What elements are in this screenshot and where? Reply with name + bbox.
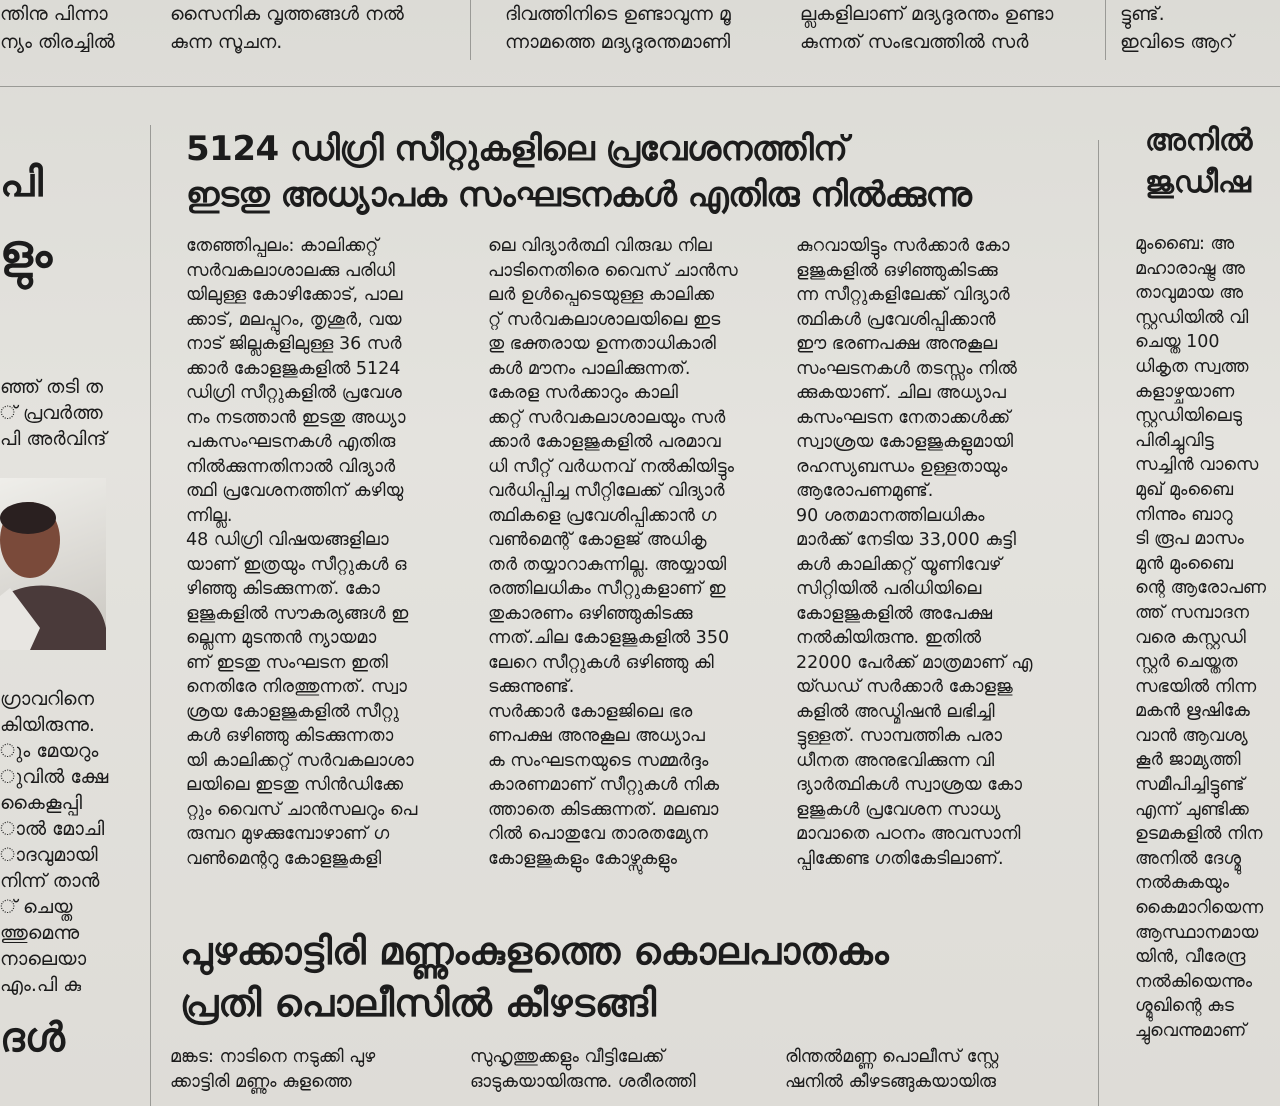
person-photo: [0, 478, 106, 650]
left-text-line: കിയിരുന്നു.: [0, 714, 95, 736]
top-strip-col-3: ദിവത്തിനിടെ ഉണ്ടാവുന്ന മൂ ന്നാമത്തെ മദ്യദുരന്തമാണി: [505, 3, 731, 53]
main-headline-line-1: 5124 ഡിഗ്രി സീറ്റുകളിലെ പ്രവേശനത്തിന്: [186, 129, 848, 169]
left-text-line: ് ചെയ്ത: [0, 896, 73, 918]
column-divider: [1105, 0, 1106, 60]
left-text-line: എം.പി കു: [0, 974, 82, 996]
left-text-line: ും മേയറും: [0, 740, 99, 762]
left-headline-fragment: ദൾ: [0, 1015, 65, 1061]
second-article-column-2: സുഹൃത്തുക്കളും വീട്ടിലേക്ക് ഓടുകയായിരുന്നു. ശരീരത്തി: [470, 1047, 696, 1092]
second-article-column-3: രിന്തൽമണ്ണ പൊലീസ് സ്റ്റേ ഷനിൽ കീഴടങ്ങുകയായിരു: [785, 1047, 999, 1092]
left-text-line: ാൽ മോചി: [0, 818, 105, 840]
second-headline-line-1: പുഴക്കാട്ടിരി മണ്ണുംകുളത്തെ കൊലപാതകം: [180, 929, 889, 973]
left-headline-fragment: ളും: [0, 224, 53, 278]
column-divider: [470, 0, 471, 60]
second-article-column-1: മങ്കട: നാടിനെ നടുക്കി പുഴ ക്കാട്ടിരി മണ്ണും കുളത്തെ: [170, 1047, 376, 1092]
previous-stories-strip: [0, 0, 1280, 86]
left-text-line: ാദവുമായി: [0, 844, 98, 866]
left-text-line: ഗ്രാവറിനെ: [0, 688, 95, 710]
portrait-illustration: [0, 478, 106, 650]
top-strip-col-5: ട്ടുണ്ട്. ഇവിടെ ആറ്: [1120, 3, 1234, 53]
main-headline-line-2: ഇടതു അധ്യാപക സംഘടനകൾ എതിരു നിൽക്കുന്നു: [186, 175, 972, 215]
main-article-column-2: ലെ വിദ്യാർത്ഥി വിരുദ്ധ നില പാടിനെതിരെ വൈസ് ചാൻസ ലർ ഉൾപ്പെടെയുള്ള കാലിക്ക റ്റ് സർവകലാശാലയിലെ ഇട തു ഭക്തരായ ഉന്നതാധികാരി കൾ മൗനം പാലിക്കുന്നത്. കേരള സർക്കാറും കാലി ക്കറ്റ് സർവകലാശാലയും സർ ക്കാർ കോളജുകളിൽ പരമാവ ധി സീറ്റ് വർധനവ് നൽകിയിട്ടും വർധിപ്പിച്ച സീറ്റിലേക്ക് വിദ്യാർ ത്ഥികളെ പ്രവേശിപ്പിക്കാൻ ഗ വൺമെന്റ് കോളജ് അധികൃ തർ തയ്യാറാകുന്നില്ല. അയ്യായി രത്തിലധികം സീറ്റുകളാണ് ഇ തുകാരണം ഒഴിഞ്ഞുകിടക്കു ന്നത്.ചില കോളജുകളിൽ 350 ലേറെ സീറ്റുകൾ ഒഴിഞ്ഞു കി ടക്കുന്നുണ്ട്. സർക്കാർ കോളജിലെ ഭര ണപക്ഷ അനുകൂല അധ്യാപ ക സംഘടനയുടെ സമ്മർദ്ദം കാരണമാണ് സീറ്റുകൾ നിക ത്താതെ കിടക്കുന്നത്. മലബാ റിൽ പൊതുവേ താരതമ്യേന കോളജുകളും കോഴ്സുകളും: [488, 236, 738, 869]
right-headline: അനിൽ ജുഡീഷ: [1145, 123, 1253, 200]
column-divider: [150, 125, 151, 1106]
right-story-column: [1105, 120, 1280, 1106]
left-story-column: [0, 120, 145, 1106]
left-text-line: ുവിൽ ക്ഷേ: [0, 766, 109, 788]
top-strip-col-1: ന്തിനു പിന്നാ ന്യം തിരച്ചിൽ: [0, 3, 115, 53]
main-article-column-1: തേഞ്ഞിപ്പലം: കാലിക്കറ്റ് സർവകലാശാലക്കു പരിധി യിലുള്ള കോഴിക്കോട്, പാല ക്കാട്, മലപ്പുറം, തൃശൂർ, വയ നാട് ജില്ലകളിലുള്ള 36 സർ ക്കാർ കോളജുകളിൽ 5124 ഡിഗ്രി സീറ്റുകളിൽ പ്രവേശ നം നടത്താൻ ഇടതു അധ്യാ പകസംഘടനകൾ എതിരു നിൽക്കുന്നതിനാൽ വിദ്യാർ ത്ഥി പ്രവേശനത്തിന് കഴിയു ന്നില്ല. 48 ഡിഗ്രി വിഷയങ്ങളിലാ യാണ് ഇത്രയും സീറ്റുകൾ ഒ ഴിഞ്ഞു കിടക്കുന്നത്. കോ ളജുകളിൽ സൗകര്യങ്ങൾ ഇ ല്ലെന്ന മുടന്തൻ ന്യായമാ ണ് ഇടതു സംഘടന ഇതി നെതിരേ നിരത്തുന്നത്. സ്വാ ശ്രയ കോളജുകളിൽ സീറ്റു കൾ ഒഴിഞ്ഞു കിടക്കുന്നതാ യി കാലിക്കറ്റ് സർവകലാശാ ലയിലെ ഇടതു സിൻഡിക്കേ റ്റും വൈസ് ചാൻസലറും പെ രുമ്പറ മുഴക്കുമ്പോഴാണ് ഗ വൺമെന്ററു കോളജുകളി: [186, 236, 418, 869]
right-article-body: മുംബൈ: അ മഹാരാഷ്ട്ര അ താവുമായ അ സ്റ്റഡിയിൽ വി ചെയ്ത 100 ‍ ധികൃത സ്വത്ത കളാഴ്ചയാണ സ്റ്റഡിയിലെടു പിരിച്ചുവിട്ട സച്ചിൻ വാസെ മുഖ് മുംബൈ നിന്നും ബാറു ടി രൂപ മാസം മുൻ മുംബൈ ന്റെ ആരോപണ ത്ത് സമ്പാദന വരെ കസ്റ്റഡി സ്റ്റർ ചെയ്തത സഭയിൽ നിന്ന മകൻ ഋഷികേ വാൻ ആവശ്യ കൂർ ജാമ്യത്തി സമീപിച്ചിട്ടുണ്ട് എന്ന് ചുണ്ടിക്ക ഉടമകളിൽ നിന അനിൽ ദേശ്മു നൽകുകയും ‍ കൈമാറിയെന്ന ആസ്ഥാനമായ യിൻ, വീരേന്ദ്ര ‍ നൽകിയെന്നും ശ്മുഖിന്റെ കുട ച്ചുവെന്നുമാണ്: [1135, 234, 1267, 1041]
left-text-line: പി അർവിന്ദ്: [0, 428, 107, 450]
top-strip-col-4: ല്ലകളിലാണ് മദ്യദുരന്തം ഉണ്ടാ കുന്നത് സംഭവത്തിൽ സർ: [800, 3, 1054, 53]
left-text-line: നാലെയാ: [0, 948, 87, 970]
main-article-column-3: കുറവായിട്ടും സർക്കാർ കോ ളജുകളിൽ ഒഴിഞ്ഞുകിടക്കു ന്ന സീറ്റുകളിലേക്ക് വിദ്യാർ ത്ഥികൾ പ്രവേശിപ്പിക്കാൻ ഈ ഭരണപക്ഷ അനുകൂല സംഘടനകൾ തടസ്സം നിൽ ക്കുകയാണ്. ചില അധ്യാപ കസംഘടന നേതാക്കൾക്ക് സ്വാശ്രയ കോളജുകളുമായി രഹസ്യബന്ധം ഉള്ളതായും ആരോപണമുണ്ട്. 90 ശതമാനത്തിലധികം മാർക്ക് നേടിയ 33,000 കുട്ടി കൾ കാലിക്കറ്റ് യൂണിവേഴ് സിറ്റിയിൽ പരിധിയിലെ കോളജുകളിൽ അപേക്ഷ നൽകിയിരുന്നു. ഇതിൽ 22000 പേർക്ക് മാത്രമാണ് എ യ്ഡഡ് സർക്കാർ കോളജു കളിൽ അഡ്മിഷൻ ലഭിച്ചി ട്ടുള്ളത്. സാമ്പത്തിക പരാ ധീനത അനുഭവിക്കുന്ന വി ദ്യാർത്ഥികൾ സ്വാശ്രയ കോ ളജുകൾ പ്രവേശന സാധ്യ മാവാതെ പഠനം അവസാനി പ്പിക്കേണ്ട ഗതികേടിലാണ്.: [796, 236, 1033, 869]
left-text-line: ത്തുമെന്നു: [0, 922, 80, 944]
main-article: [180, 120, 1070, 1106]
left-text-line: നിന്ന് താൻ: [0, 870, 100, 892]
left-text-line: ് പ്രവർത്ത: [0, 402, 103, 424]
main-article-body: [186, 234, 1066, 869]
column-divider: [1098, 140, 1099, 1106]
section-divider: [0, 86, 1280, 87]
top-strip-col-2: സൈനിക വൃത്തങ്ങൾ നൽ കുന്ന സൂചന.: [170, 3, 404, 53]
left-text-line: കൈകൂപ്പി: [0, 792, 82, 814]
left-headline-fragment: പി: [0, 160, 43, 206]
second-headline-line-2: പ്രതി പൊലീസിൽ കീഴടങ്ങി: [180, 981, 657, 1025]
main-headline: [186, 126, 1066, 218]
second-headline: [180, 925, 1070, 1029]
left-text-line: ഞ്ഞ് തടി ത: [0, 376, 103, 398]
second-article-body: [0, 1045, 1100, 1105]
